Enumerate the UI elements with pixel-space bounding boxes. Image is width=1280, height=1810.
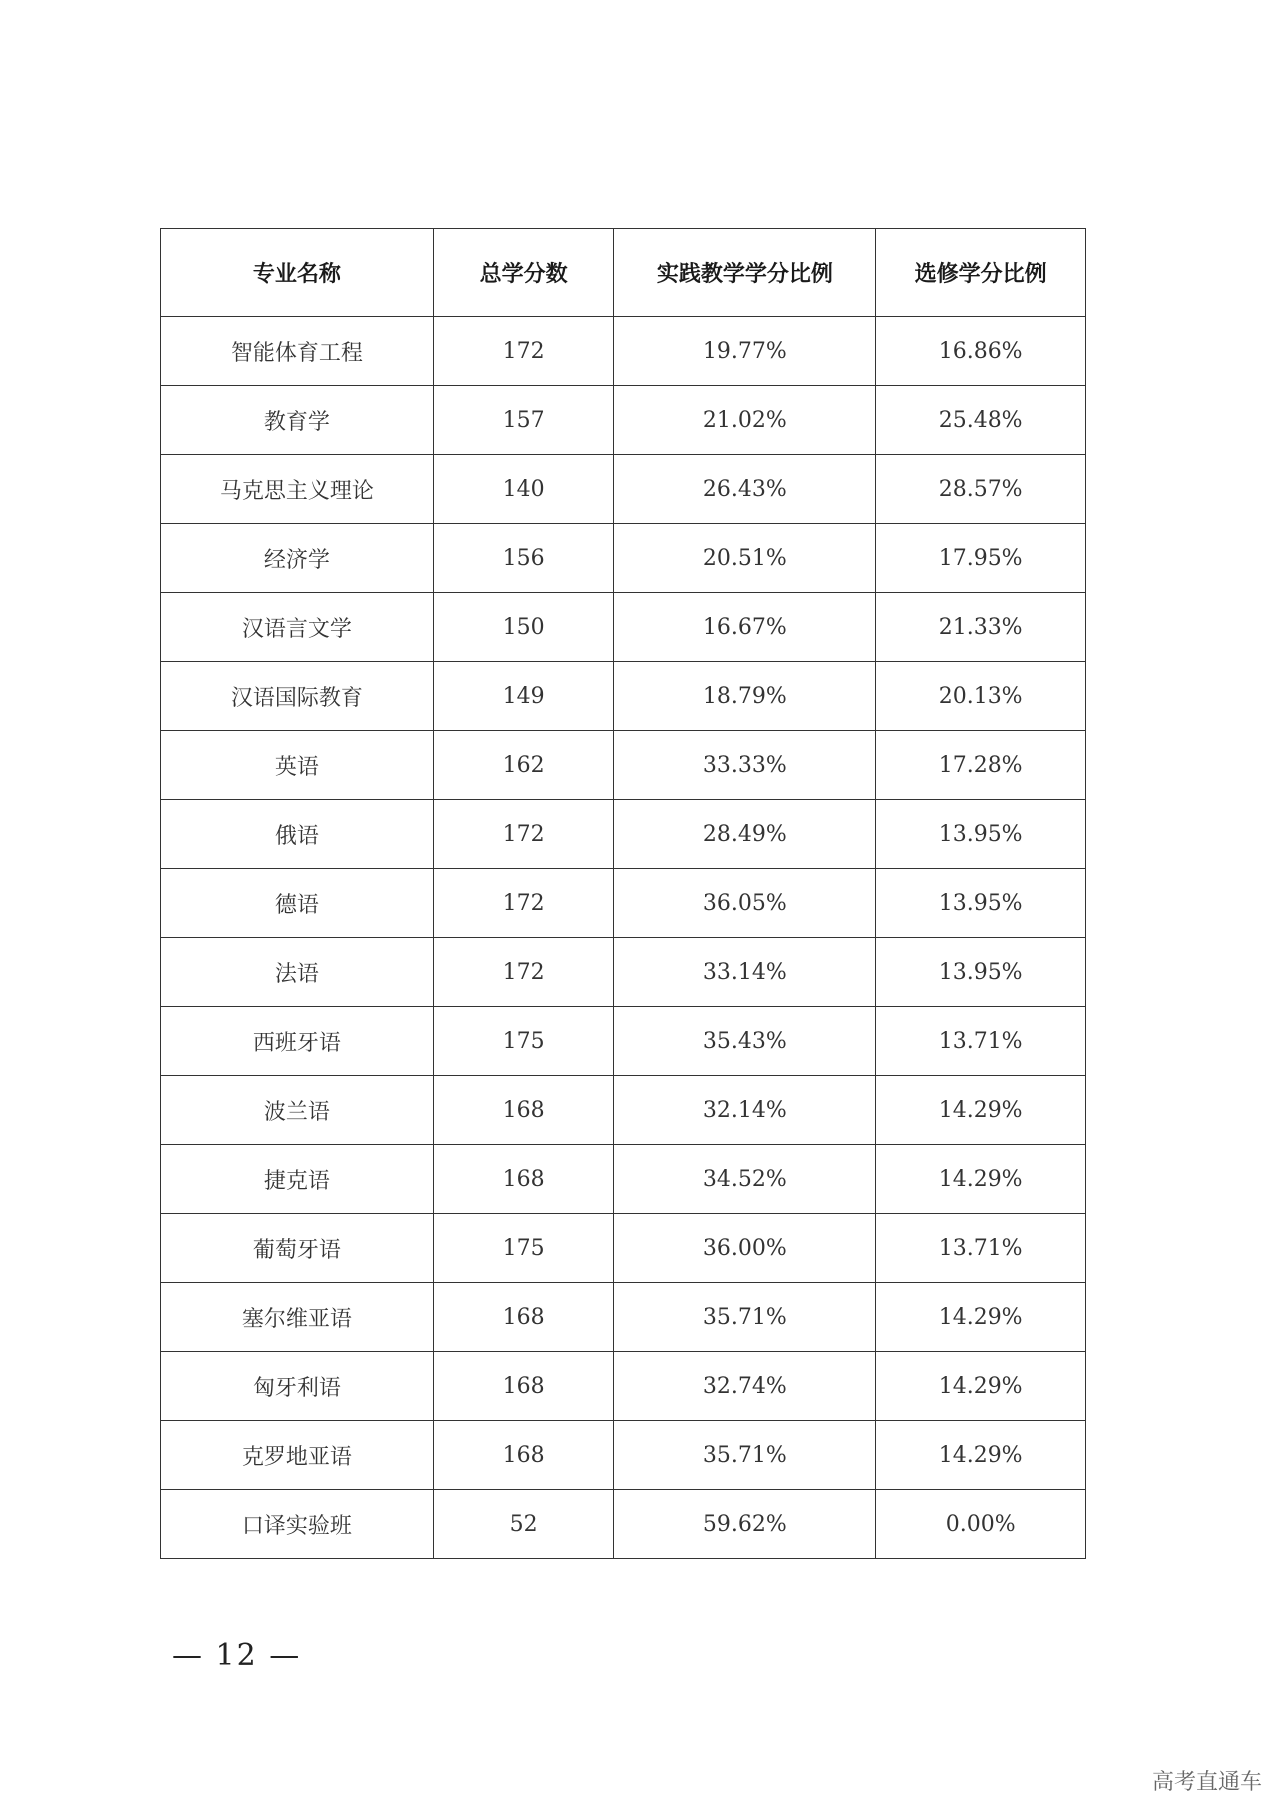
table-row [161, 1352, 1086, 1421]
cell-elective-ratio: 14.29% [876, 1145, 1086, 1214]
cell-elective-ratio: 17.28% [876, 731, 1086, 800]
cell-major-name: 智能体育工程 [161, 317, 434, 386]
cell-total-credits: 168 [433, 1283, 614, 1352]
header-major-name: 专业名称 [161, 229, 434, 317]
table-row [161, 524, 1086, 593]
cell-major-name: 法语 [161, 938, 434, 1007]
credits-table [160, 228, 1086, 1559]
cell-major-name: 西班牙语 [161, 1007, 434, 1076]
cell-practice-ratio: 26.43% [614, 455, 876, 524]
cell-total-credits: 172 [433, 317, 614, 386]
cell-practice-ratio: 35.71% [614, 1283, 876, 1352]
cell-major-name: 马克思主义理论 [161, 455, 434, 524]
table-row [161, 938, 1086, 1007]
cell-major-name: 匈牙利语 [161, 1352, 434, 1421]
table-row [161, 386, 1086, 455]
cell-total-credits: 149 [433, 662, 614, 731]
cell-major-name: 俄语 [161, 800, 434, 869]
cell-total-credits: 162 [433, 731, 614, 800]
cell-major-name: 塞尔维亚语 [161, 1283, 434, 1352]
cell-major-name: 汉语言文学 [161, 593, 434, 662]
cell-total-credits: 140 [433, 455, 614, 524]
cell-major-name: 英语 [161, 731, 434, 800]
table-row [161, 800, 1086, 869]
cell-major-name: 克罗地亚语 [161, 1421, 434, 1490]
cell-practice-ratio: 28.49% [614, 800, 876, 869]
cell-elective-ratio: 14.29% [876, 1352, 1086, 1421]
cell-practice-ratio: 19.77% [614, 317, 876, 386]
table-row [161, 593, 1086, 662]
cell-total-credits: 168 [433, 1076, 614, 1145]
table-row [161, 1421, 1086, 1490]
cell-elective-ratio: 14.29% [876, 1421, 1086, 1490]
cell-practice-ratio: 20.51% [614, 524, 876, 593]
cell-practice-ratio: 33.33% [614, 731, 876, 800]
cell-elective-ratio: 21.33% [876, 593, 1086, 662]
cell-elective-ratio: 0.00% [876, 1490, 1086, 1559]
cell-total-credits: 150 [433, 593, 614, 662]
cell-elective-ratio: 13.95% [876, 869, 1086, 938]
header-practice-ratio: 实践教学学分比例 [614, 229, 876, 317]
cell-practice-ratio: 16.67% [614, 593, 876, 662]
header-elective-ratio: 选修学分比例 [876, 229, 1086, 317]
cell-total-credits: 168 [433, 1145, 614, 1214]
page-number: — 12 — [172, 1638, 302, 1673]
cell-practice-ratio: 32.14% [614, 1076, 876, 1145]
cell-practice-ratio: 21.02% [614, 386, 876, 455]
cell-total-credits: 157 [433, 386, 614, 455]
cell-total-credits: 168 [433, 1421, 614, 1490]
table-row [161, 1283, 1086, 1352]
cell-elective-ratio: 13.95% [876, 938, 1086, 1007]
table-row [161, 455, 1086, 524]
cell-major-name: 汉语国际教育 [161, 662, 434, 731]
cell-total-credits: 52 [433, 1490, 614, 1559]
table-row [161, 1490, 1086, 1559]
cell-total-credits: 172 [433, 800, 614, 869]
cell-practice-ratio: 33.14% [614, 938, 876, 1007]
table-row [161, 662, 1086, 731]
cell-elective-ratio: 28.57% [876, 455, 1086, 524]
table-row [161, 1145, 1086, 1214]
cell-elective-ratio: 13.71% [876, 1214, 1086, 1283]
cell-practice-ratio: 35.71% [614, 1421, 876, 1490]
cell-elective-ratio: 13.71% [876, 1007, 1086, 1076]
cell-major-name: 葡萄牙语 [161, 1214, 434, 1283]
header-total-credits: 总学分数 [433, 229, 614, 317]
cell-total-credits: 168 [433, 1352, 614, 1421]
cell-major-name: 捷克语 [161, 1145, 434, 1214]
cell-major-name: 口译实验班 [161, 1490, 434, 1559]
cell-major-name: 波兰语 [161, 1076, 434, 1145]
cell-elective-ratio: 25.48% [876, 386, 1086, 455]
watermark-text: 高考直通车 [1151, 1770, 1262, 1795]
table-row [161, 1007, 1086, 1076]
cell-elective-ratio: 14.29% [876, 1076, 1086, 1145]
cell-total-credits: 172 [433, 869, 614, 938]
cell-practice-ratio: 59.62% [614, 1490, 876, 1559]
cell-elective-ratio: 14.29% [876, 1283, 1086, 1352]
table-row [161, 317, 1086, 386]
cell-practice-ratio: 36.00% [614, 1214, 876, 1283]
table-row [161, 1076, 1086, 1145]
table-row [161, 731, 1086, 800]
cell-elective-ratio: 16.86% [876, 317, 1086, 386]
cell-practice-ratio: 35.43% [614, 1007, 876, 1076]
cell-major-name: 德语 [161, 869, 434, 938]
cell-practice-ratio: 36.05% [614, 869, 876, 938]
cell-practice-ratio: 18.79% [614, 662, 876, 731]
cell-practice-ratio: 32.74% [614, 1352, 876, 1421]
cell-total-credits: 156 [433, 524, 614, 593]
cell-major-name: 教育学 [161, 386, 434, 455]
cell-elective-ratio: 17.95% [876, 524, 1086, 593]
cell-elective-ratio: 20.13% [876, 662, 1086, 731]
table-row [161, 869, 1086, 938]
cell-major-name: 经济学 [161, 524, 434, 593]
table-row [161, 1214, 1086, 1283]
cell-total-credits: 175 [433, 1214, 614, 1283]
table-header-row [161, 229, 1086, 317]
cell-practice-ratio: 34.52% [614, 1145, 876, 1214]
cell-elective-ratio: 13.95% [876, 800, 1086, 869]
cell-total-credits: 175 [433, 1007, 614, 1076]
cell-total-credits: 172 [433, 938, 614, 1007]
